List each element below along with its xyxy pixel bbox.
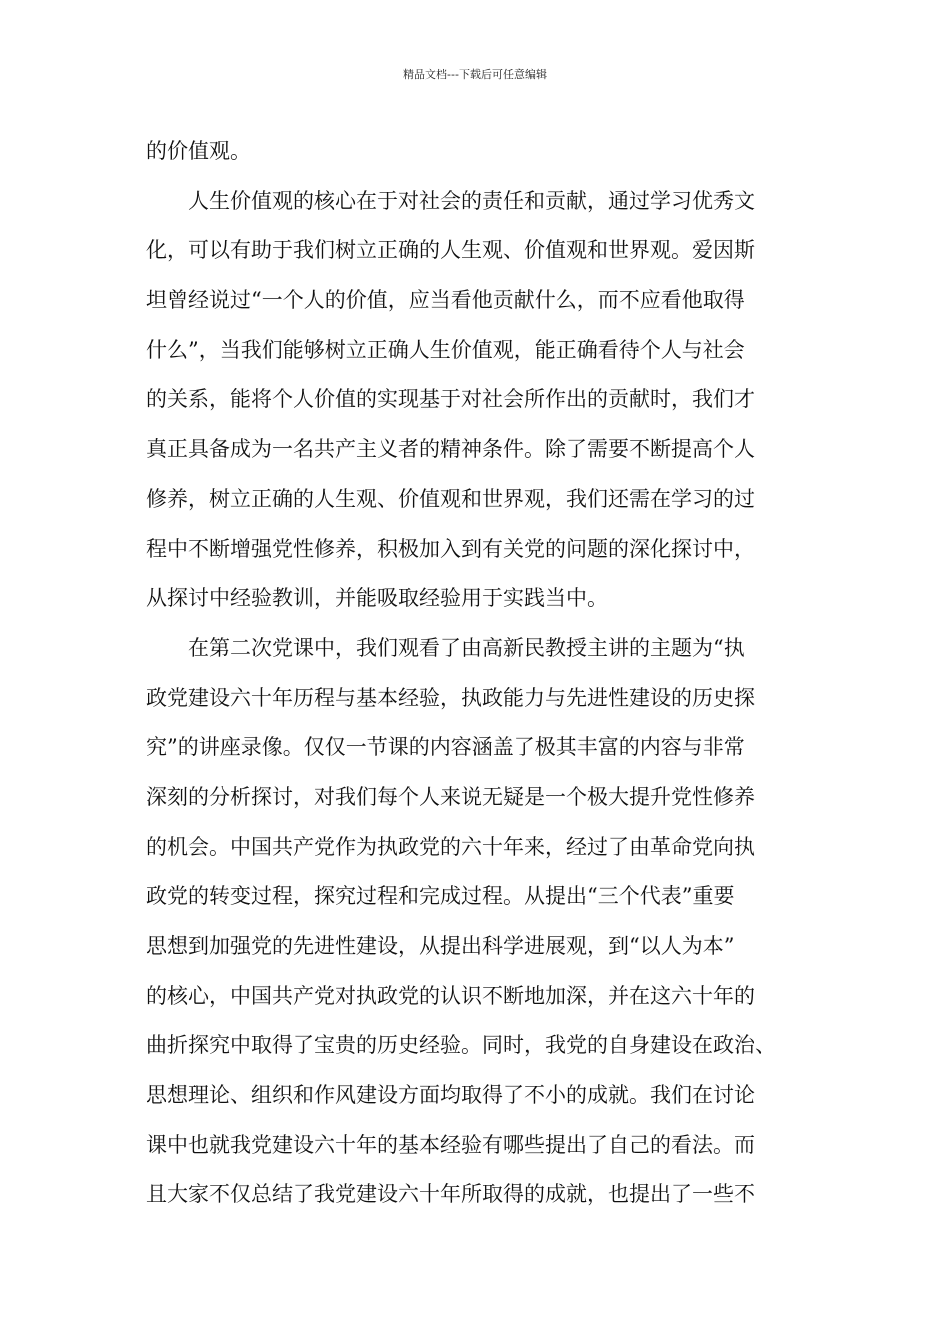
body-line: 政党建设六十年历程与基本经验，执政能力与先进性建设的历史探 [146,685,755,710]
body-line: 深刻的分析探讨，对我们每个人来说无疑是一个极大提升党性修养 [146,784,755,809]
body-line: 真正具备成为一名共产主义者的精神条件。除了需要不断提高个人 [146,437,755,462]
body-line: 的机会。中国共产党作为执政党的六十年来，经过了由革命党向执 [146,834,755,859]
body-line: 从探讨中经验教训，并能吸取经验用于实践当中。 [146,586,608,611]
body-line: 思想到加强党的先进性建设，从提出科学进展观，到“以人为本” [146,934,735,958]
body-line: 政党的转变过程，探究过程和完成过程。从提出“三个代表”重要 [146,884,735,909]
body-line: 坦曾经说过“一个人的价值，应当看他贡献什么，而不应看他取得 [146,288,745,313]
body-line: 化，可以有助于我们树立正确的人生观、价值观和世界观。爱因斯 [146,238,755,263]
body-line: 曲折探究中取得了宝贵的历史经验。同时，我党的自身建设在政治、 [146,1033,776,1058]
body-line: 且大家不仅总结了我党建设六十年所取得的成就，也提出了一些不 [146,1182,755,1207]
body-line: 课中也就我党建设六十年的基本经验有哪些提出了自己的看法。而 [146,1132,755,1157]
body-line: 程中不断增强党性修养，积极加入到有关党的问题的深化探讨中， [146,536,755,561]
paragraph-first-line: 人生价值观的核心在于对社会的责任和贡献，通过学习优秀文 [188,188,755,213]
body-line: 的核心，中国共产党对执政党的认识不断地加深，并在这六十年的 [146,983,755,1008]
body-line: 修养，树立正确的人生观、价值观和世界观，我们还需在学习的过 [146,486,755,511]
body-line: 思想理论、组织和作风建设方面均取得了不小的成就。我们在讨论 [146,1083,755,1108]
page-header: 精品文档---下载后可任意编辑 [403,68,547,81]
document-body [146,127,826,1220]
body-line: 什么”，当我们能够树立正确人生价值观，能正确看待个人与社会 [146,337,745,362]
body-line: 的价值观。 [146,139,251,163]
body-line: 的关系，能将个人价值的实现基于对社会所作出的贡献时，我们才 [146,387,755,412]
paragraph-first-line: 在第二次党课中，我们观看了由高新民教授主讲的主题为“执 [188,635,745,660]
body-line: 究”的讲座录像。仅仅一节课的内容涵盖了极其丰富的内容与非常 [146,735,745,760]
